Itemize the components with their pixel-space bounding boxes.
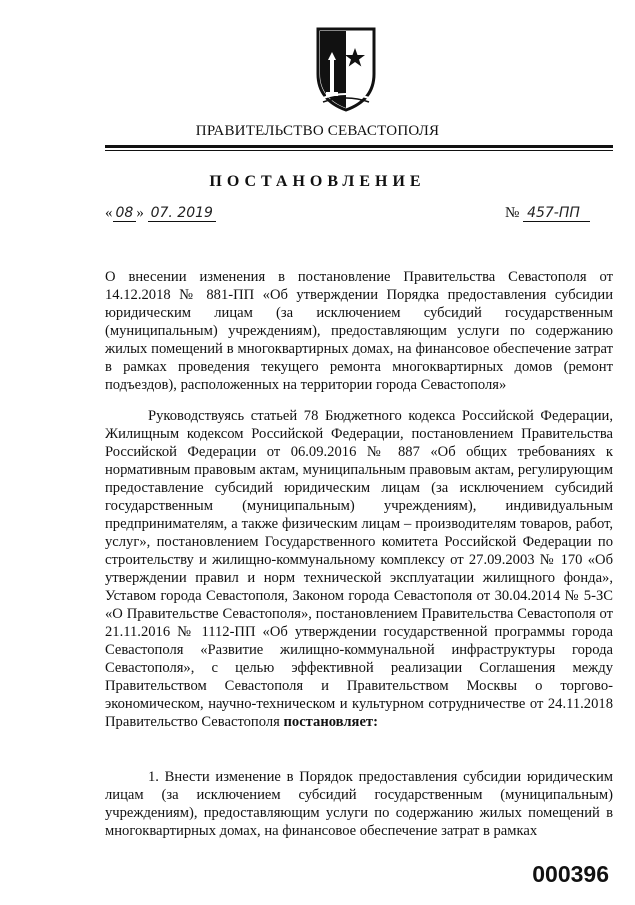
header-divider-thick	[105, 145, 613, 148]
resolves-word: постановляет:	[283, 714, 378, 730]
number-value: 457-ПП	[523, 205, 590, 222]
preamble-text: Руководствуясь статьей 78 Бюджетного кодекса Российской Федерации, Жилищным кодексом Российской Федерации, постановлением Правительства Российской Федерации от 06.09.2016 № 887 «Об общих требованиях к нормативным правовым актам, муниципальным правовым актам, регулирующим предоставление субсидий юридическим лицам (за исключением субсидий государственным (муниципальным) учреждениям), индивидуальным предпринимателям, а также физическим лицам – производителям товаров, работ, услуг», постановлением Государственного комитета Российской Федерации по строительству и жилищно-коммунальному комплексу от 27.09.2003 № 170 «Об утверждении правил и норм технической эксплуатации жилищного фонда», Уставом города Севастополя, Законом города Севастополя от 30.04.2014 № 5-ЗС «О Правительстве Севастополя», постановлением Правительства Севастополя от 21.11.2016 № 1112-ПП «Об утверждении государственной программы города Севастополя «Развитие жилищно-коммунальной инфраструктуры города Севастополя», с целью эффективной реализации Соглашения между Правительством Севастополя и Правительством Москвы о торгово-экономическом, научно-техническом и культурном сотрудничестве от 24.11.2018 Правительство Севастополя	[105, 408, 613, 730]
document-subject: О внесении изменения в постановление Правительства Севастополя от 14.12.2018 № 881-ПП «Об утверждении Порядка предоставления субсидии юридическим лицам (за исключением субсидий государственным (муниципальным) учреждениям), предоставляющим услуги по содержанию жилых помещений в многоквартирных домах, на финансовое обеспечение затрат в рамках проведения текущего ремонта многоквартирных домов (ремонт подъездов), расположенных на территории города Севастополя»	[105, 269, 613, 393]
serial-number: 000396	[532, 861, 609, 887]
document-type-heading: ПОСТАНОВЛЕНИЕ	[209, 173, 426, 190]
preamble-paragraph	[105, 407, 613, 731]
coat-of-arms-emblem	[315, 26, 377, 112]
number-prefix: №	[505, 205, 520, 221]
header-divider-thin	[105, 150, 613, 151]
date-month-year: 07. 2019	[148, 205, 216, 222]
government-title: ПРАВИТЕЛЬСТВО СЕВАСТОПОЛЯ	[195, 123, 440, 139]
date-open-quote: «	[105, 205, 113, 221]
date-day: 08	[113, 205, 137, 222]
document-number	[505, 205, 590, 222]
item-1-paragraph: 1. Внести изменение в Порядок предоставления субсидии юридическим лицам (за исключением субсидий государственным (муниципальным) учреждениям), предоставляющим услуги по содержанию жилых помещений в многоквартирных домах, на финансовое обеспечение затрат в рамках	[105, 769, 613, 839]
date-close-quote: »	[136, 205, 144, 221]
document-date	[105, 205, 216, 222]
